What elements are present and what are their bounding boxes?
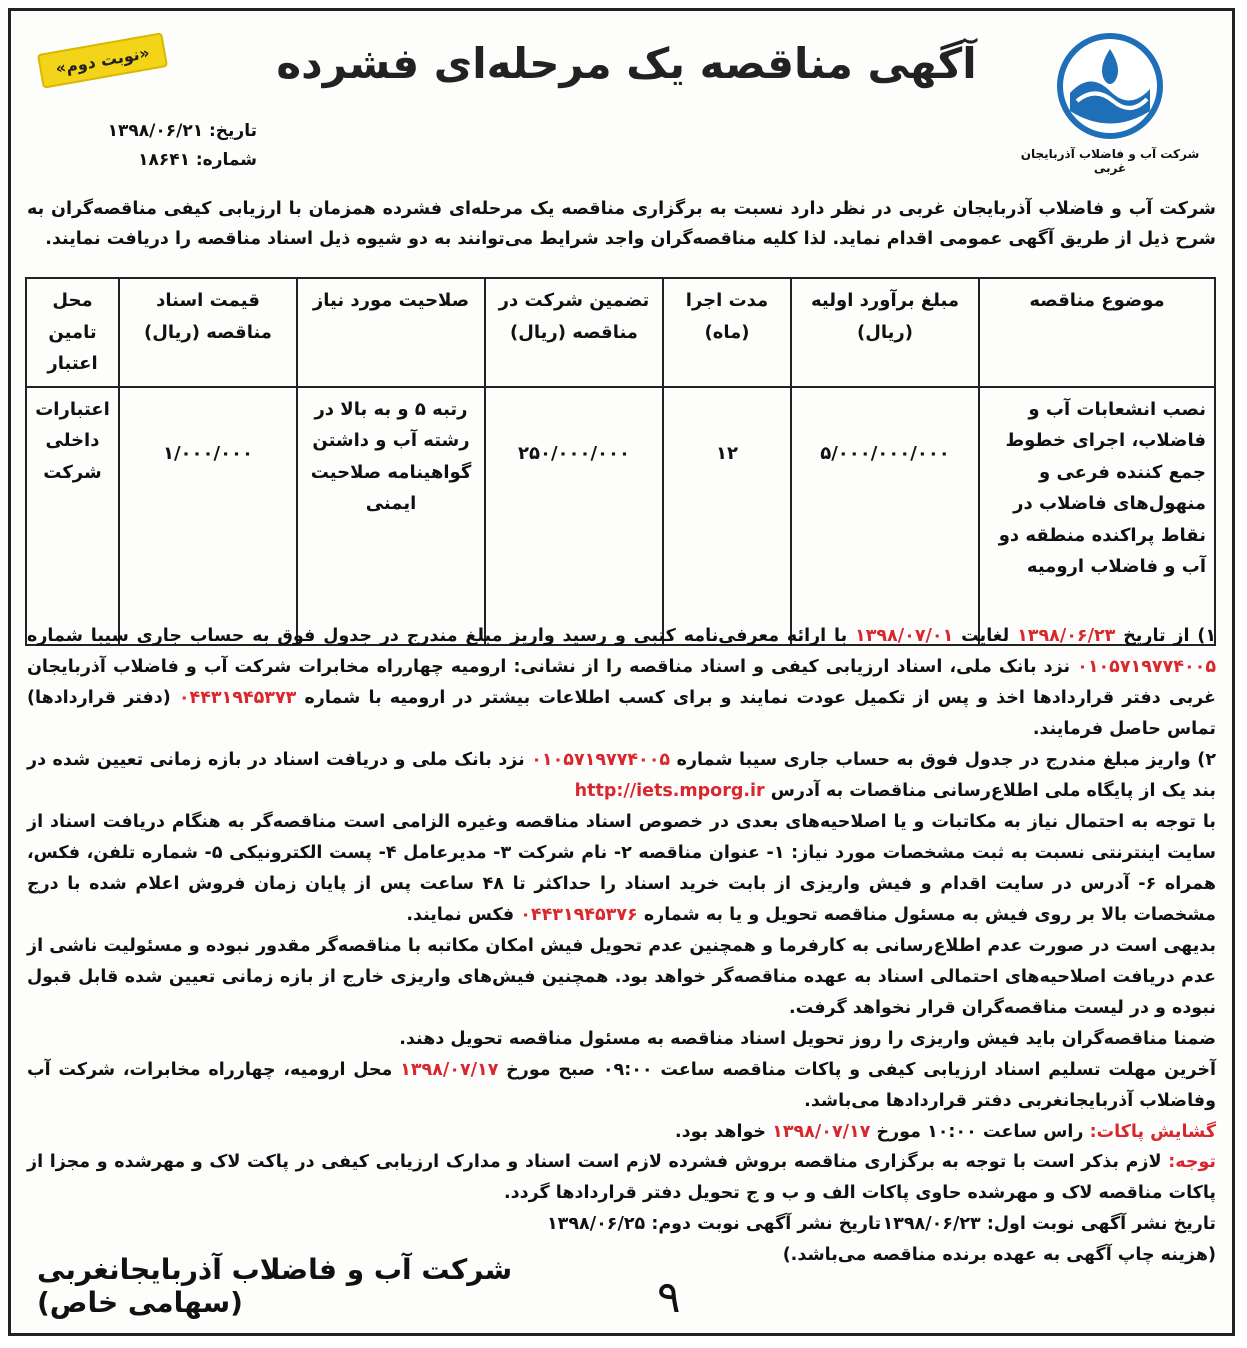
cell-guarantee: ۲۵۰/۰۰۰/۰۰۰	[485, 387, 663, 645]
date-value: ۱۳۹۸/۰۶/۲۱	[107, 121, 204, 141]
p1-text-d: نزد بانک ملی، اسناد ارزیابی کیفی و اسناد مناقصه را از نشانی: ارومیه چهارراه مخابرات شرکت آب و فاضلاب آذربایجان غربی دفتر قراردادها اخذ و پس از تکمیل عودت نمایند و برای کسب اطلاعات بیشتر در ارومیه با شماره	[27, 656, 1217, 708]
meta-block	[37, 117, 257, 175]
p3-text-b: فکس نمایند.	[406, 904, 515, 925]
p1-text-a: ۱) از تاریخ	[1123, 626, 1217, 646]
company-footer: شرکت آب و فاضلاب آذربایجانغربی (سهامی خاص)	[37, 1253, 513, 1319]
intro-paragraph: شرکت آب و فاضلاب آذربایجان غربی در نظر دارد نسبت به برگزاری مناقصه یک مرحله‌ای فشرده همزمان با ارزیابی کیفی مناقصه‌گران به شرح ذیل از طریق آگهی عمومی اقدام نماید. لذا کلیه مناقصه‌گران واجد شرایط می‌توانند به دو شیوه ذیل اسناد مناقصه را دریافت نمایند.	[27, 199, 1216, 249]
p6-deadline-date: ۱۳۹۸/۰۷/۱۷	[400, 1059, 499, 1080]
p2-account-number: ۰۱۰۵۷۱۹۷۷۴۰۰۵	[531, 749, 671, 770]
signature: ۹	[657, 1272, 681, 1323]
p3-text-a: با توجه به احتمال نیاز به مکاتبات و یا اصلاحیه‌های بعدی در خصوص اسناد مناقصه وغیره الزامی است مناقصه‌گر به هنگام دریافت اسناد از سایت اینترنتی نسبت به ثبت مشخصات مورد نیاز: ۱- عنوان مناقصه ۲- نام شرکت ۳- مدیرعامل ۴- پست الکترونیکی ۵- شماره تلفن، فکس، همراه ۶- آدرس در سایت اقدام و فیش واریزی از بابت خرید اسناد را حداکثر تا ۴۸ ساعت پس از پایان زمان فروش اعلام شده با درج مشخصات بالا بر روی فیش به مسئول مناقصه تحویل و یا به شماره	[27, 811, 1216, 925]
paragraph-1	[27, 621, 1216, 745]
note-label: توجه:	[1168, 1152, 1216, 1173]
body-text	[27, 621, 1216, 1271]
date-line	[37, 117, 257, 146]
cell-subject: نصب انشعابات آب و فاضلاب، اجرای خطوط جمع کننده فرعی و منهول‌های فاضلاب در نقاط پراکنده منطقه دو آب و فاضلاب ارومیه	[979, 387, 1215, 645]
water-drop-icon	[1055, 31, 1165, 141]
cell-qualification: رتبه ۵ و به بالا در رشته آب و داشتن گواهینامه صلاحیت ایمنی	[297, 387, 485, 645]
p2-text-a: ۲) واریز مبلغ مندرج در جدول فوق به حساب جاری سیبا شماره	[676, 749, 1216, 770]
opening-label: گشایش پاکات:	[1089, 1121, 1216, 1142]
header-subject: موضوع مناقصه	[979, 278, 1215, 387]
cell-document-price: ۱/۰۰۰/۰۰۰	[119, 387, 297, 645]
p7-text-b: خواهد بود.	[674, 1121, 767, 1142]
advertisement-content	[17, 17, 1226, 1327]
p1-date-from: ۱۳۹۸/۰۶/۲۳	[1017, 626, 1116, 646]
p6-text-b: محل ارومیه، چهارراه مخابرات، شرکت آب وفاضلاب آذربایجانغربی دفتر قراردادها می‌باشد.	[27, 1059, 1216, 1111]
p1-date-to: ۱۳۹۸/۰۷/۰۱	[855, 626, 954, 646]
p6-text-a: آخرین مهلت تسلیم اسناد ارزیابی کیفی و پاکات مناقصه ساعت ۰۹:۰۰ صبح مورخ	[506, 1059, 1216, 1080]
company-logo	[1010, 31, 1210, 175]
paragraph-2	[27, 745, 1216, 807]
p7-opening-date: ۱۳۹۸/۰۷/۱۷	[772, 1121, 871, 1142]
paragraph-7	[27, 1117, 1216, 1148]
p1-text-e: (دفتر قراردادها) تماس حاصل فرمایند.	[27, 687, 1216, 739]
p3-fax-number: ۰۴۴۳۱۹۴۵۳۷۶	[520, 904, 638, 925]
p7-text-a: راس ساعت ۱۰:۰۰ مورخ	[876, 1121, 1084, 1142]
p8-text: لازم بذکر است با توجه به برگزاری مناقصه بروش فشرده لازم است اسناد و مدارک ارزیابی کیفی در پاکت لاک و مهرشده و مجزا از پاکات مناقصه لاک و مهرشده حاوی پاکات الف و ب و ج تحویل دفتر قراردادها گردد.	[27, 1152, 1216, 1204]
p1-text-c: با ارائه معرفی‌نامه کتبی و رسید واریز مبلغ مندرج در جدول فوق به حساب جاری سیبا شماره	[27, 626, 848, 646]
table-header-row	[26, 278, 1215, 387]
number-line	[37, 146, 257, 175]
cell-estimate: ۵/۰۰۰/۰۰۰/۰۰۰	[791, 387, 979, 645]
publish-dates	[27, 1209, 1216, 1240]
header-qualification: صلاحیت مورد نیاز	[297, 278, 485, 387]
publish-first: تاریخ نشر آگهی نوبت اول: ۱۳۹۸/۰۶/۲۳	[882, 1214, 1216, 1235]
header-guarantee: تضمین شرکت در مناقصه (ریال)	[485, 278, 663, 387]
paragraph-6	[27, 1055, 1216, 1117]
tender-portal-link[interactable]: http://iets.mporg.ir	[574, 780, 765, 801]
number-label: شماره:	[195, 149, 257, 170]
publish-second: تاریخ نشر آگهی نوبت دوم: ۱۳۹۸/۰۶/۲۵	[547, 1214, 882, 1235]
paragraph-8	[27, 1147, 1216, 1209]
paragraph-5: ضمنا مناقصه‌گران باید فیش واریزی را روز تحویل اسناد مناقصه به مسئول مناقصه تحویل دهند.	[399, 1028, 1216, 1049]
round-badge: «نوبت دوم»	[37, 32, 168, 89]
p1-phone-number: ۰۴۴۳۱۹۴۵۳۷۳	[178, 687, 297, 708]
cell-duration: ۱۲	[663, 387, 791, 645]
date-label: تاریخ:	[209, 121, 257, 141]
paragraph-4: بدیهی است در صورت عدم اطلاع‌رسانی به کارفرما و همچنین عدم تحویل فیش امکان مکاتبه با مناقصه‌گر مقدور نبوده و مسئولیت ناشی از عدم دریافت اصلاحیه‌های احتمالی اسناد به عهده مناقصه‌گر خواهد بود. همچنین فیش‌های واریزی خارج از بازه زمانی تعیین شده قابل قبول نبوده و در لیست مناقصه‌گران قرار نخواهد گرفت.	[27, 935, 1216, 1018]
header-document-price: قیمت اسناد مناقصه (ریال)	[119, 278, 297, 387]
header-duration: مدت اجرا (ماه)	[663, 278, 791, 387]
header-estimate: مبلغ برآورد اولیه (ریال)	[791, 278, 979, 387]
p1-text-b: لغایت	[961, 626, 1010, 646]
number-value: ۱۸۶۴۱	[138, 149, 190, 170]
paragraph-3	[27, 807, 1216, 931]
p1-account-number: ۰۱۰۵۷۱۹۷۷۴۰۰۵	[1077, 656, 1216, 677]
cell-funding-source: اعتبارات داخلی شرکت	[26, 387, 119, 645]
table-row	[26, 387, 1215, 645]
company-caption: شرکت آب و فاضلاب آذربایجان غربی	[1020, 147, 1200, 175]
cost-note: (هزینه چاپ آگهی به عهده برنده مناقصه می‌باشد.)	[782, 1245, 1216, 1266]
p2-text-b: نزد بانک ملی و دریافت اسناد در بازه زمانی تعیین شده در بند یک از پایگاه ملی اطلاع‌رسانی مناقصات به آدرس	[27, 749, 1216, 801]
header-funding-source: محل تامین اعتبار	[26, 278, 119, 387]
page-title: آگهی مناقصه یک مرحله‌ای فشرده	[276, 39, 977, 88]
advertisement-frame	[8, 8, 1235, 1336]
tender-table	[25, 277, 1216, 646]
